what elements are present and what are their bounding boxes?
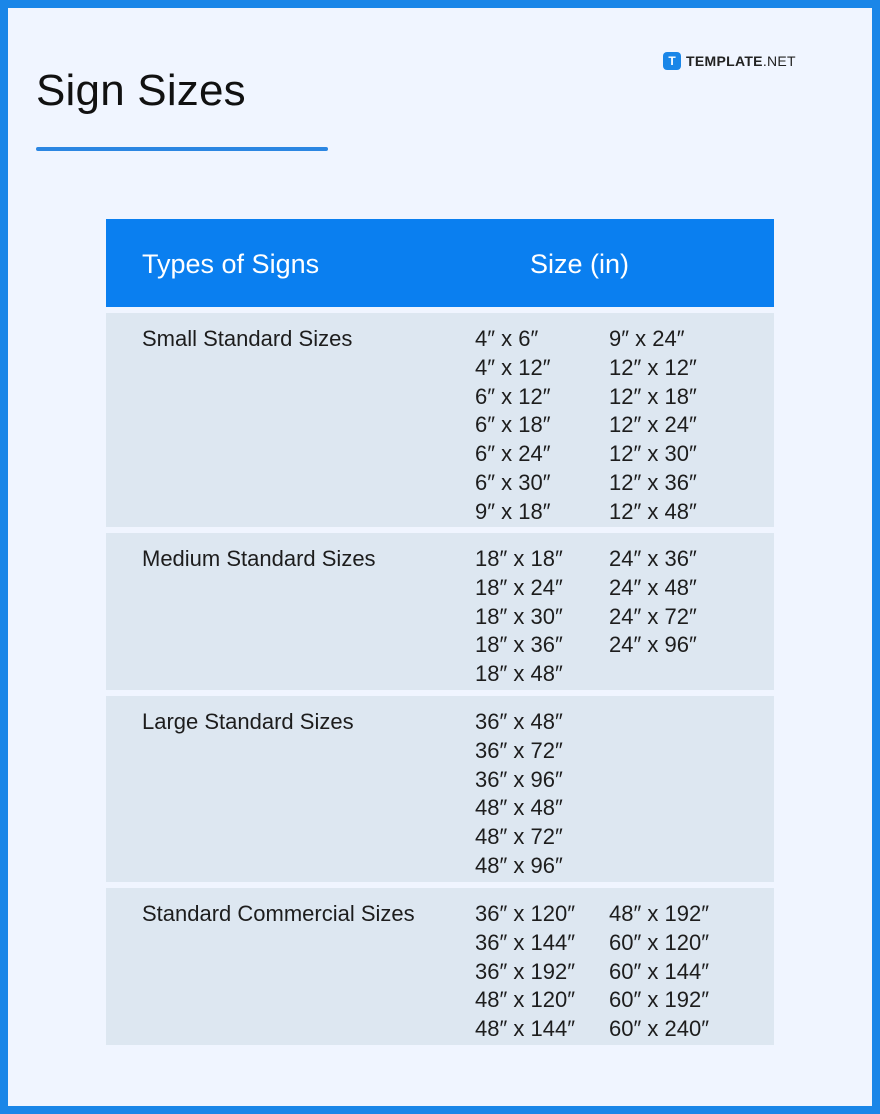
brand-name-suffix: .NET <box>762 53 796 69</box>
size-value: 24″ x 48″ <box>609 574 697 600</box>
size-value: 36″ x 144″ <box>475 929 575 955</box>
size-column <box>475 900 575 1044</box>
size-column <box>609 900 709 1044</box>
size-value: 60″ x 144″ <box>609 958 709 984</box>
size-value: 6″ x 18″ <box>475 412 551 438</box>
size-value: 18″ x 24″ <box>475 574 563 600</box>
size-value: 60″ x 192″ <box>609 987 709 1013</box>
header-size: Size (in) <box>530 249 630 279</box>
table-row <box>106 696 774 882</box>
size-value: 48″ x 48″ <box>475 795 563 821</box>
size-value: 12″ x 24″ <box>609 412 697 438</box>
size-value: 18″ x 48″ <box>475 661 563 687</box>
size-value: 4″ x 12″ <box>475 354 551 380</box>
size-value: 18″ x 36″ <box>475 632 563 658</box>
size-value: 36″ x 72″ <box>475 737 563 763</box>
sign-type-label: Medium Standard Sizes <box>142 546 376 571</box>
size-value: 36″ x 48″ <box>475 709 563 734</box>
size-value: 48″ x 120″ <box>475 987 575 1013</box>
size-value: 24″ x 36″ <box>609 546 697 571</box>
size-value: 18″ x 18″ <box>475 546 563 571</box>
table-body <box>106 313 774 1045</box>
size-value: 60″ x 120″ <box>609 929 709 955</box>
sign-type-label: Standard Commercial Sizes <box>142 901 415 926</box>
size-value: 48″ x 72″ <box>475 824 563 850</box>
size-value: 9″ x 18″ <box>475 498 551 524</box>
size-value: 48″ x 96″ <box>475 852 563 878</box>
title-underline <box>36 147 328 151</box>
size-value: 48″ x 144″ <box>475 1016 575 1042</box>
size-value: 24″ x 96″ <box>609 632 697 658</box>
sign-type-label: Large Standard Sizes <box>142 709 354 734</box>
size-column <box>475 545 563 689</box>
size-value: 6″ x 30″ <box>475 469 551 495</box>
table-row <box>106 313 774 527</box>
table-header <box>106 219 774 307</box>
brand-logo <box>663 51 796 71</box>
size-value: 6″ x 24″ <box>475 441 551 467</box>
table-row <box>106 533 774 690</box>
size-value: 12″ x 18″ <box>609 383 697 409</box>
table-row <box>106 888 774 1045</box>
size-value: 12″ x 48″ <box>609 498 697 524</box>
page-frame <box>8 8 872 1106</box>
size-value: 6″ x 12″ <box>475 383 551 409</box>
size-value: 36″ x 192″ <box>475 958 575 984</box>
size-value: 24″ x 72″ <box>609 603 697 629</box>
header-types-of-signs: Types of Signs <box>142 249 320 279</box>
size-value: 12″ x 30″ <box>609 441 697 467</box>
template-logo-icon: T <box>663 52 681 70</box>
sign-type-label: Small Standard Sizes <box>142 326 353 351</box>
brand-name-bold: TEMPLATE <box>686 53 763 69</box>
size-value: 48″ x 192″ <box>609 901 709 926</box>
size-column <box>609 325 697 527</box>
sign-sizes-table <box>106 219 774 1045</box>
size-value: 36″ x 96″ <box>475 766 563 792</box>
page-title: Sign Sizes <box>36 66 246 115</box>
size-value: 12″ x 12″ <box>609 354 697 380</box>
size-value: 60″ x 240″ <box>609 1016 709 1042</box>
size-column <box>475 708 563 881</box>
size-value: 9″ x 24″ <box>609 326 685 351</box>
size-column <box>475 325 551 527</box>
size-value: 36″ x 120″ <box>475 901 575 926</box>
size-value: 4″ x 6″ <box>475 326 539 351</box>
size-column <box>609 545 697 660</box>
size-value: 12″ x 36″ <box>609 469 697 495</box>
size-value: 18″ x 30″ <box>475 603 563 629</box>
brand-name <box>686 53 796 69</box>
